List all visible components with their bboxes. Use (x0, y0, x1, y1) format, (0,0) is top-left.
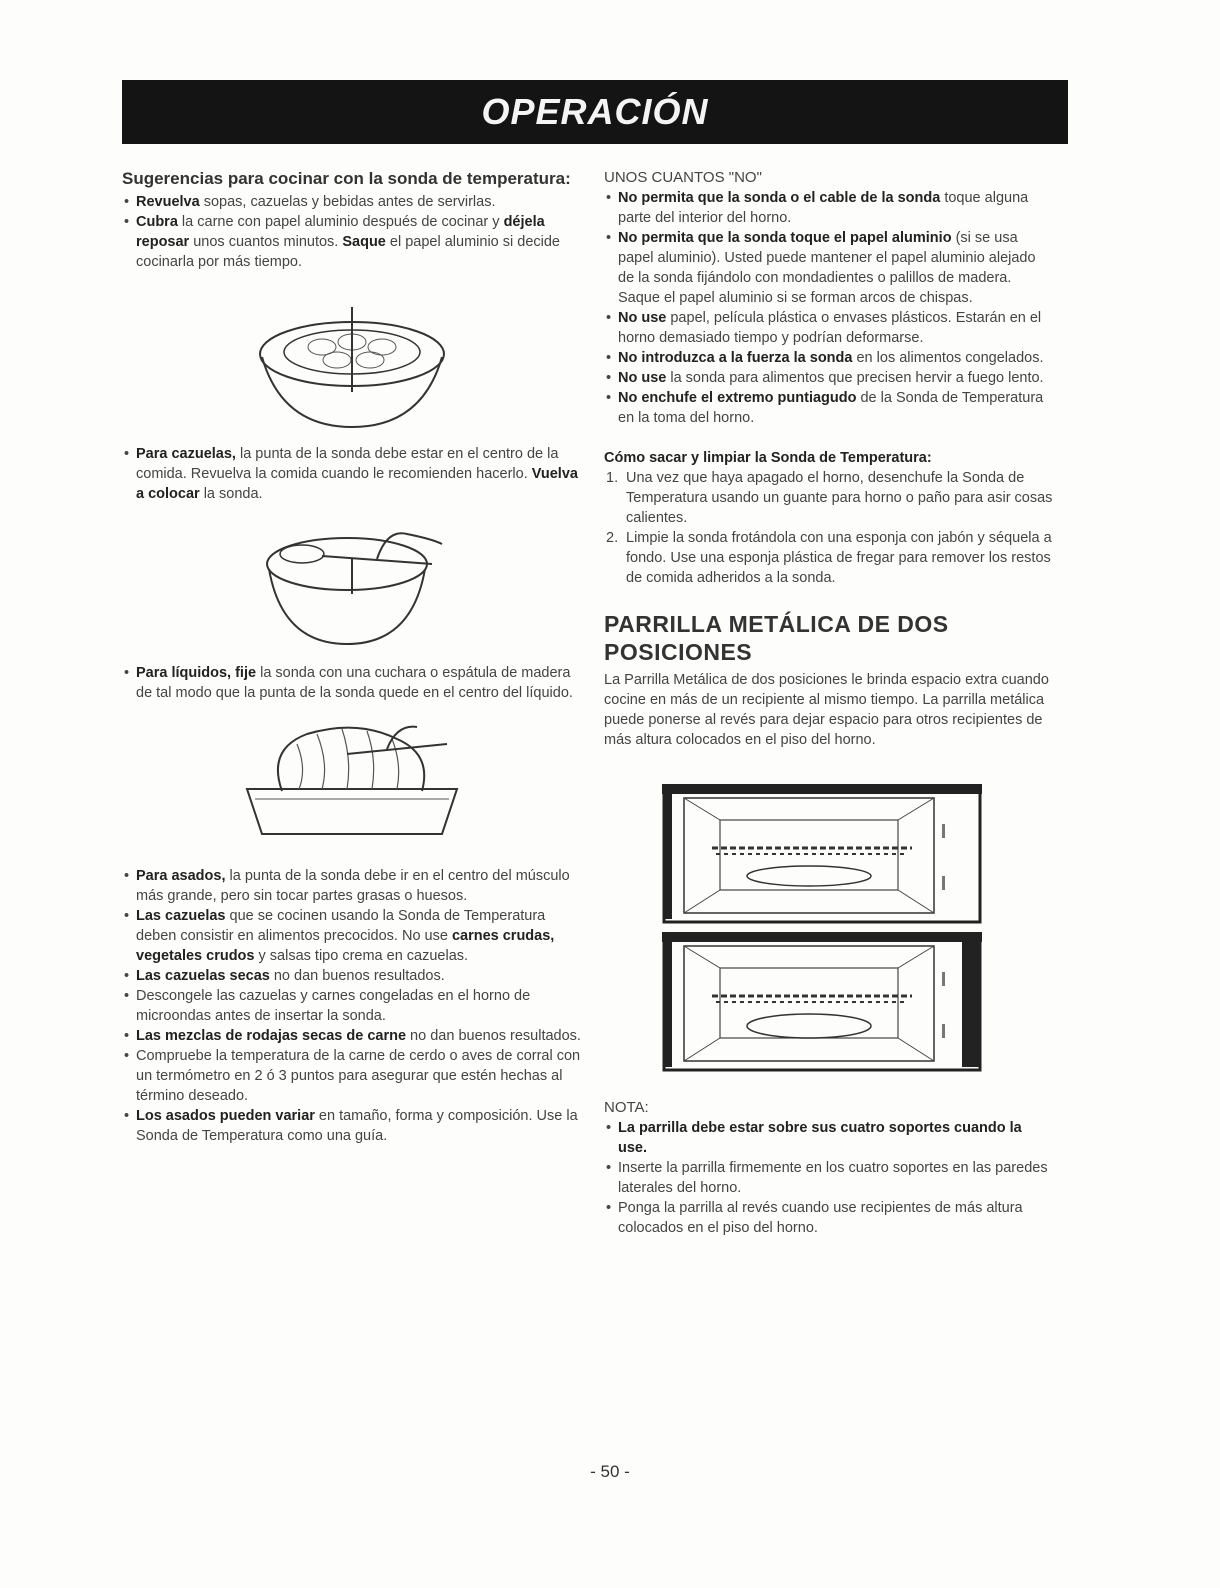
liquids-tip: • Para líquidos, fije la sonda con una cuchara o espátula de madera de tal modo que la punta de la sonda quede en el centro del líquido. (122, 663, 582, 703)
list-item: 2. Limpie la sonda frotándola con una esponja con jabón y séquela a fondo. Use una esponja plástica de fregar para remover los restos de comida adheridos a la sonda. (606, 530, 1052, 586)
list-item: • Descongele las cazuelas y carnes congeladas en el horno de microondas antes de insertar la sonda. (122, 986, 582, 1026)
list-item: • No permita que la sonda toque el papel aluminio (si se usa papel aluminio). Usted puede mantener el papel aluminio alejado de la sonda fijándolo con mondadientes o palillos de madera. Saque el papel aluminio si se forman arcos de chispas. (604, 228, 1054, 308)
list-item: • No introduzca a la fuerza la sonda en los alimentos congelados. (604, 348, 1054, 368)
list-item: • No use papel, película plástica o envases plásticos. Estarán en el horno demasiado tiempo y podrían deformarse. (604, 308, 1054, 348)
rack-description: La Parrilla Metálica de dos posiciones le brinda espacio extra cuando cocine en más de un recipiente al mismo tiempo. La parrilla metálica puede ponerse al revés para dejar espacio para otros recipientes de más altura colocados en el piso del horno. (604, 672, 1049, 748)
list-item: • Cubra la carne con papel aluminio después de cocinar y déjela reposar unos cuantos minutos. Saque el papel aluminio si decide cocinarla por más tiempo. (122, 212, 582, 272)
casserole-probe-illustration (252, 302, 452, 432)
list-item: • La parrilla debe estar sobre sus cuatro soportes cuando la use. (604, 1118, 1054, 1158)
list-item: • Inserte la parrilla firmemente en los cuatro soportes en las paredes laterales del horno. (604, 1158, 1054, 1198)
list-item: • No permita que la sonda o el cable de la sonda toque alguna parte del interior del horno. (604, 188, 1054, 228)
list-item: • No use la sonda para alimentos que precisen hervir a fuego lento. (604, 368, 1054, 388)
list-item: • Para asados, la punta de la sonda debe ir en el centro del músculo más grande, pero sin tocar partes grasas o huesos. (122, 866, 582, 906)
left-column (122, 168, 582, 1146)
list-item: • Las mezclas de rodajas secas de carne no dan buenos resultados. (122, 1026, 582, 1046)
oven-rack-high-illustration (662, 784, 982, 924)
list-item: 1. Una vez que haya apagado el horno, desenchufe la Sonda de Temperatura usando un guante para horno o paño para asir cosas calientes. (606, 470, 1053, 526)
oven-rack-low-illustration (662, 932, 982, 1072)
list-item: • Los asados pueden variar en tamaño, forma y composición. Use la Sonda de Temperatura como una guía. (122, 1106, 582, 1146)
roast-probe-illustration (237, 719, 467, 844)
right-column (604, 168, 1054, 1238)
list-item: • Las cazuelas secas no dan buenos resultados. (122, 966, 582, 986)
rack-heading: PARRILLA METÁLICA DE DOS POSICIONES (604, 611, 949, 665)
section-title: OPERACIÓN (481, 91, 709, 132)
list-item: • No enchufe el extremo puntiagudo de la Sonda de Temperatura en la toma del horno. (604, 388, 1054, 428)
section-banner (122, 80, 1068, 144)
list-item: • Ponga la parrilla al revés cuando use recipientes de más altura colocados en el piso del horno. (604, 1198, 1054, 1238)
probe-tips-heading: Sugerencias para cocinar con la sonda de temperatura: (122, 169, 571, 188)
list-item: • Las cazuelas que se cocinen usando la Sonda de Temperatura deben consistir en alimentos precocidos. No use carnes crudas, vegetales crudos y salsas tipo crema en cazuelas. (122, 906, 582, 966)
casserole-tip: • Para cazuelas, la punta de la sonda debe estar en el centro de la comida. Revuelva la comida cuando le recomienden hacerlo. Vuelva a colocar la sonda. (122, 444, 582, 504)
list-item: • Compruebe la temperatura de la carne de cerdo o aves de corral con un termómetro en 2 ó 3 puntos para asegurar que estén hechas al término deseado. (122, 1046, 582, 1106)
list-item: • Revuelva sopas, cazuelas y bebidas antes de servirlas. (122, 192, 582, 212)
note-heading: NOTA: (604, 1099, 649, 1116)
no-list-heading: UNOS CUANTOS "NO" (604, 169, 762, 186)
liquid-probe-illustration (257, 524, 447, 649)
page-number: - 50 - (590, 1462, 630, 1481)
clean-probe-heading: Cómo sacar y limpiar la Sonda de Temperatura: (604, 450, 932, 466)
